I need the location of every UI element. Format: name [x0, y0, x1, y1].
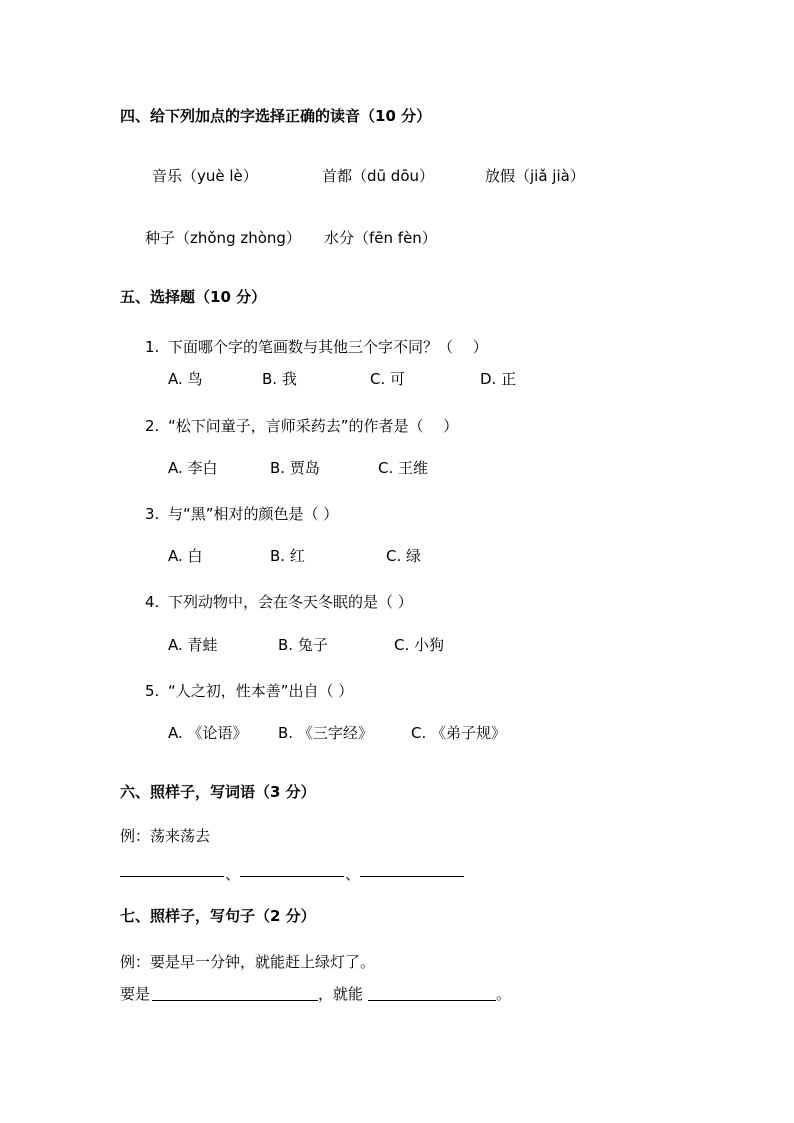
section-7-title: 七、照样子，写句子（2 分）: [120, 907, 316, 925]
answer-blank[interactable]: [152, 1000, 318, 1001]
option: C. 《弟子规》: [411, 724, 507, 742]
question-number: 4.: [145, 593, 160, 611]
question-text: “松下问童子，言师采药去”的作者是（ ）: [168, 417, 459, 435]
example-text: 例：要是早一分钟，就能赶上绿灯了。: [120, 953, 376, 971]
question-number: 3.: [145, 505, 160, 523]
pinyin-item-fangjia: 放假（jiǎ jià）: [485, 167, 585, 185]
section-5-title: 五、选择题（10 分）: [120, 288, 267, 306]
answer-blank[interactable]: [368, 1000, 496, 1001]
option: A. 白: [168, 547, 203, 565]
pinyin-item-yinyue: 音乐（yuè lè）: [152, 167, 258, 185]
option: A. 鸟: [168, 370, 203, 388]
option: A. 《论语》: [168, 724, 248, 742]
question-text: 下面哪个字的笔画数与其他三个字不同？（ ）: [168, 338, 488, 356]
option: B. 红: [270, 547, 305, 565]
answer-blank[interactable]: [120, 876, 224, 877]
question-number: 5.: [145, 682, 160, 700]
option: D. 正: [480, 370, 517, 388]
example-text: 例：荡来荡去: [120, 827, 211, 845]
option: C. 小狗: [394, 636, 445, 654]
question-number: 1.: [145, 338, 160, 356]
pinyin-item-shoudu: 首都（dū dōu）: [322, 167, 435, 185]
question-text: “人之初，性本善”出自（ ）: [168, 682, 354, 700]
separator: 、: [345, 865, 361, 883]
section-6-title: 六、照样子，写词语（3 分）: [120, 783, 316, 801]
question-text: 与“黑”相对的颜色是（ ）: [168, 505, 339, 523]
sentence-middle: ，就能: [318, 985, 364, 1003]
separator: 、: [225, 865, 241, 883]
option: B. 我: [262, 370, 297, 388]
answer-blank[interactable]: [240, 876, 344, 877]
pinyin-item-zhongzi: 种子（zhǒng zhòng）: [145, 229, 301, 247]
question-number: 2.: [145, 417, 160, 435]
option: B. 贾岛: [270, 459, 320, 477]
option: A. 李白: [168, 459, 218, 477]
option: B. 兔子: [278, 636, 328, 654]
pinyin-item-shuifen: 水分（fēn fèn）: [324, 229, 437, 247]
option: C. 可: [370, 370, 406, 388]
option: A. 青蛙: [168, 636, 218, 654]
answer-blank[interactable]: [360, 876, 464, 877]
section-4-title: 四、给下列加点的字选择正确的读音（10 分）: [120, 107, 432, 125]
option: C. 绿: [386, 547, 422, 565]
option: C. 王维: [378, 459, 429, 477]
sentence-prefix: 要是: [120, 985, 151, 1003]
question-text: 下列动物中，会在冬天冬眠的是（ ）: [168, 593, 413, 611]
sentence-suffix: 。: [496, 985, 512, 1003]
option: B. 《三字经》: [278, 724, 373, 742]
